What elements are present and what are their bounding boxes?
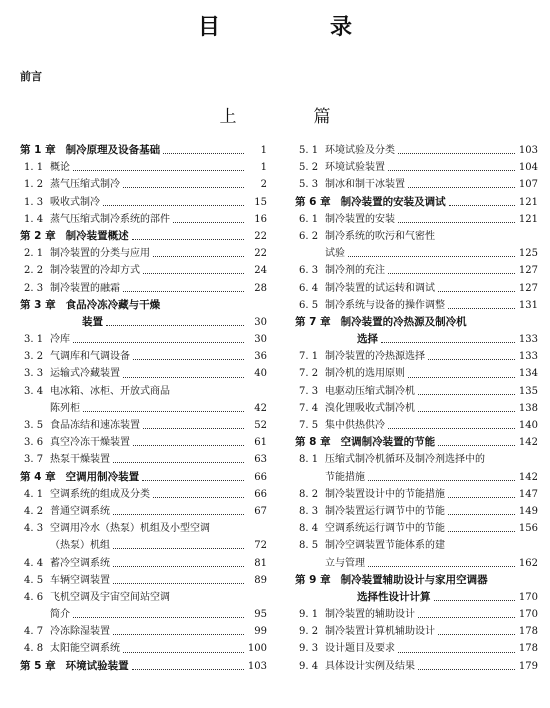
toc-entry-number: 6. 2 (299, 230, 319, 242)
toc-section-entry (295, 555, 538, 572)
toc-entry-number: 7. 2 (299, 368, 319, 380)
toc-page-number: 103 (518, 145, 538, 156)
toc-entry-title: 具体设计实例及结果 (325, 660, 415, 672)
toc-leader-dots (418, 394, 515, 395)
toc-leader-dots (113, 566, 244, 567)
toc-leader-dots (448, 497, 515, 498)
toc-entry-number: 3. 4 (24, 385, 44, 397)
toc-entry-title: 车辆空调装置 (50, 574, 110, 586)
toc-leader-dots (368, 480, 515, 481)
toc-entry-number: 4. 5 (24, 574, 44, 586)
toc-entry-number: 3. 2 (24, 351, 44, 363)
toc-leader-dots (113, 514, 244, 515)
toc-chapter-entry (20, 142, 267, 159)
toc-page-number: 36 (254, 351, 267, 363)
toc-leader-dots (448, 308, 515, 309)
toc-entry-title: 制冰和制干冰装置 (325, 179, 405, 191)
toc-leader-dots (83, 411, 244, 412)
toc-leader-dots (132, 239, 244, 240)
toc-entry-title: 真空冷冻干燥装置 (50, 437, 130, 449)
toc-entry-title: 蓄冷空调系统 (50, 557, 110, 569)
toc-entry-title: 气调库和气调设备 (50, 351, 130, 363)
toc-page-number: 133 (518, 334, 538, 346)
toc-section-entry (20, 383, 267, 400)
toc-section-entry (20, 331, 267, 348)
toc-page-number: 100 (247, 643, 267, 655)
toc-entry-title: 节能措施 (325, 471, 365, 483)
toc-leader-dots (398, 153, 515, 154)
toc-section-entry (295, 245, 538, 262)
toc-section-entry (20, 417, 267, 434)
toc-page-number: 30 (254, 334, 267, 346)
toc-section-entry (295, 383, 538, 400)
toc-leader-dots (449, 205, 515, 206)
toc-page-number: 142 (518, 471, 538, 483)
toc-leader-dots (153, 256, 244, 257)
toc-entry-number: 第 2 章 (20, 229, 56, 242)
toc-section-entry (20, 555, 267, 572)
toc-page-number: 30 (254, 316, 267, 328)
toc-page-number: 142 (518, 437, 538, 449)
toc-entry-title: 空调制冷装置的节能 (340, 436, 436, 449)
toc-entry-title: 选择性设计计算 (357, 590, 431, 603)
toc-entry-title: 吸收式制冷 (50, 196, 100, 208)
toc-section-entry (20, 434, 267, 451)
toc-leader-dots (73, 617, 244, 618)
toc-section-entry (295, 503, 538, 520)
toc-leader-dots (381, 342, 515, 343)
page-title: 目 录 (197, 15, 396, 40)
toc-entry-title: 集中供热供冷 (325, 420, 385, 431)
toc-section-entry (295, 486, 538, 503)
toc-leader-dots (438, 291, 515, 292)
toc-leader-dots (123, 187, 244, 188)
toc-entry-title: 空调系统的组成及分类 (50, 488, 150, 500)
toc-entry-number: 第 1 章 (20, 144, 56, 156)
toc-entry-title: 制冷装置设计中的节能措施 (325, 488, 445, 500)
toc-leader-dots (132, 669, 244, 670)
toc-leader-dots (448, 514, 515, 515)
toc-entry-number: 3. 1 (24, 334, 44, 346)
toc-page-number: 66 (254, 488, 267, 500)
toc-entry-title: 制冷装置的冷却方式 (50, 265, 140, 277)
toc-entry-title: （热泵）机组 (50, 540, 110, 552)
toc-entry-title: 制冷装置的安装及调试 (340, 195, 446, 208)
toc-page-number: 81 (254, 557, 267, 569)
toc-section-entry (20, 211, 267, 228)
toc-leader-dots (113, 583, 244, 584)
toc-entry-number: 1. 2 (24, 179, 44, 191)
toc-section-entry (20, 623, 267, 640)
toc-entry-title: 陈列柜 (50, 402, 80, 414)
toc-leader-dots (398, 222, 515, 223)
toc-page-number: 121 (518, 196, 538, 208)
toc-entry-number: 9. 3 (299, 643, 319, 655)
toc-chapter-entry (295, 194, 538, 211)
toc-page-number: 99 (254, 626, 267, 638)
toc-page-number: 72 (254, 540, 267, 552)
toc-page-number: 127 (518, 265, 538, 277)
toc-entry-number: 4. 2 (24, 505, 44, 517)
toc-page-number: 22 (254, 230, 267, 242)
toc-leader-dots (103, 205, 244, 206)
toc-leader-dots (434, 600, 516, 601)
toc-page-number: 121 (518, 213, 538, 225)
toc-entry-title: 溴化锂吸收式制冷机 (325, 402, 415, 414)
toc-entry-number: 3. 7 (24, 454, 44, 466)
toc-page-number: 140 (518, 420, 538, 431)
toc-page-number: 179 (518, 660, 538, 672)
toc-chapter-entry (20, 297, 267, 314)
toc-entry-number: 8. 5 (299, 540, 319, 552)
toc-page-number: 15 (254, 196, 267, 208)
toc-entry-title: 制冷装置的融霜 (50, 282, 120, 294)
toc-entry-title: 飞机空调及宇宙空间站空调 (50, 591, 170, 603)
toc-section-entry (20, 537, 267, 554)
toc-entry-title: 制冷装置计算机辅助设计 (325, 626, 435, 638)
toc-section-entry (20, 451, 267, 468)
toc-entry-title: 制冷装置辅助设计与家用空调器 (340, 573, 488, 586)
toc-entry-title: 空调用冷水（热泵）机组及小型空调 (50, 523, 210, 535)
toc-entry-number: 8. 4 (299, 523, 319, 535)
toc-entry-title: 制冷机的选用原则 (325, 368, 405, 380)
toc-entry-title: 环境试验及分类 (325, 145, 395, 156)
toc-page-number: 147 (518, 488, 538, 500)
toc-leader-dots (73, 170, 244, 171)
toc-leader-dots (113, 634, 244, 635)
toc-section-entry (20, 159, 267, 176)
toc-section-entry (295, 417, 538, 434)
toc-leader-dots (348, 256, 515, 257)
toc-entry-number: 4. 7 (24, 626, 44, 638)
toc-entry-number: 2. 1 (24, 248, 44, 260)
toc-entry-number: 8. 2 (299, 488, 319, 500)
toc-chapter-entry (295, 434, 538, 451)
toc-section-entry (295, 176, 538, 193)
toc-section-entry (20, 176, 267, 193)
toc-entry-number: 4. 3 (24, 523, 44, 535)
part-heading: 上 篇 (219, 107, 361, 127)
toc-entry-number: 第 5 章 (20, 659, 56, 672)
toc-leader-dots (142, 480, 244, 481)
toc-entry-title: 制冷装置的辅助设计 (325, 609, 415, 621)
toc-page-number: 42 (254, 402, 267, 414)
toc-section-entry (295, 640, 538, 657)
toc-section-entry (20, 194, 267, 211)
toc-entry-number: 5. 1 (299, 145, 319, 156)
toc-leader-dots (133, 445, 244, 446)
toc-leader-dots (438, 445, 515, 446)
toc-section-entry (295, 451, 538, 468)
toc-leader-dots (113, 462, 244, 463)
toc-section-entry (20, 348, 267, 365)
toc-leader-dots (428, 359, 515, 360)
toc-leader-dots (408, 377, 515, 378)
toc-entry-number: 5. 2 (299, 162, 319, 174)
toc-entry-title: 普通空调系统 (50, 505, 110, 517)
toc-page-number: 28 (254, 282, 267, 294)
toc-page-number: 1 (260, 162, 267, 174)
toc-page-number: 104 (518, 162, 538, 174)
toc-entry-title: 空调用制冷装置 (65, 470, 140, 483)
toc-entry-title: 蒸气压缩式制冷 (50, 179, 120, 191)
toc-section-entry (295, 469, 538, 486)
toc-leader-dots (438, 634, 515, 635)
toc-entry-number: 2. 3 (24, 282, 44, 294)
toc-page-number: 16 (254, 213, 267, 225)
toc-entry-title: 制冷装置运行调节中的节能 (325, 505, 445, 517)
toc-section-entry (295, 365, 538, 382)
toc-entry-number: 3. 5 (24, 420, 44, 431)
toc-section-entry (295, 297, 538, 314)
toc-entry-number: 3. 3 (24, 368, 44, 380)
toc-page-number: 135 (518, 385, 538, 397)
toc-section-entry (295, 228, 538, 245)
toc-entry-title: 制冷装置概述 (65, 229, 129, 242)
toc-entry-number: 7. 5 (299, 420, 319, 431)
toc-section-entry (295, 606, 538, 623)
toc-section-entry (20, 572, 267, 589)
toc-entry-number: 6. 1 (299, 213, 319, 225)
toc-leader-dots (123, 652, 244, 653)
preface-heading: 前言 (20, 70, 42, 83)
toc-entry-number: 1. 1 (24, 162, 44, 174)
toc-entry-title: 概论 (50, 162, 70, 174)
toc-entry-title: 装置 (82, 315, 103, 328)
toc-leader-dots (173, 222, 244, 223)
toc-entry-title: 试验 (325, 248, 345, 260)
toc-chapter-entry (20, 314, 267, 331)
toc-page-number: 125 (518, 248, 538, 260)
toc-entry-title: 制冷空调装置节能体系的建 (325, 540, 445, 552)
toc-section-entry (20, 245, 267, 262)
toc-page-number: 61 (254, 437, 267, 449)
toc-page-number: 2 (260, 179, 267, 191)
toc-entry-number: 7. 3 (299, 385, 319, 397)
toc-leader-dots (388, 170, 515, 171)
toc-entry-title: 冷库 (50, 334, 70, 346)
toc-entry-title: 选择 (357, 333, 378, 346)
toc-leader-dots (133, 359, 244, 360)
toc-page-number: 66 (254, 471, 267, 483)
toc-leader-dots (418, 617, 515, 618)
toc-entry-number: 4. 6 (24, 591, 44, 603)
toc-section-entry (295, 159, 538, 176)
toc-section-entry (20, 262, 267, 279)
toc-leader-dots (398, 652, 515, 653)
toc-leader-dots (123, 291, 244, 292)
toc-leader-dots (448, 531, 515, 532)
toc-page-number: 67 (254, 505, 267, 517)
toc-leader-dots (418, 411, 515, 412)
toc-entry-title: 热泵干燥装置 (50, 454, 110, 466)
toc-entry-title: 立与管理 (325, 557, 365, 569)
toc-leader-dots (123, 377, 244, 378)
toc-entry-number: 8. 3 (299, 505, 319, 517)
toc-entry-title: 设计题目及要求 (325, 643, 395, 655)
toc-entry-title: 简介 (50, 609, 70, 621)
toc-entry-number: 5. 3 (299, 179, 319, 191)
toc-entry-number: 7. 4 (299, 402, 319, 414)
toc-chapter-entry (20, 469, 267, 486)
toc-entry-number: 4. 8 (24, 643, 44, 655)
toc-chapter-entry (295, 314, 538, 331)
toc-entry-number: 9. 1 (299, 609, 319, 621)
toc-page-number: 131 (518, 299, 538, 311)
toc-entry-title: 蒸气压缩式制冷系统的部件 (50, 213, 170, 225)
toc-entry-number: 4. 1 (24, 488, 44, 500)
toc-section-entry (20, 520, 267, 537)
toc-entry-title: 太阳能空调系统 (50, 643, 120, 655)
toc-section-entry (20, 589, 267, 606)
toc-section-entry (20, 640, 267, 657)
toc-leader-dots (153, 497, 244, 498)
toc-entry-number: 6. 5 (299, 299, 319, 311)
toc-entry-number: 2. 2 (24, 265, 44, 277)
toc-page-number: 134 (518, 368, 538, 380)
toc-section-entry (295, 537, 538, 554)
toc-entry-title: 制冷装置的试运转和调试 (325, 282, 435, 294)
toc-entry-number: 第 3 章 (20, 298, 56, 311)
toc-section-entry (295, 211, 538, 228)
toc-chapter-entry (20, 228, 267, 245)
toc-section-entry (20, 400, 267, 417)
toc-page-number: 103 (247, 660, 267, 672)
toc-page-number: 22 (254, 248, 267, 260)
toc-entry-number: 7. 1 (299, 351, 319, 363)
toc-leader-dots (408, 187, 515, 188)
toc-entry-title: 电驱动压缩式制冷机 (325, 385, 415, 397)
toc-entry-title: 空调系统运行调节中的节能 (325, 523, 445, 535)
toc-entry-title: 环境试验装置 (325, 162, 385, 174)
toc-leader-dots (418, 669, 515, 670)
toc-page-number: 170 (518, 609, 538, 621)
toc-section-entry (20, 486, 267, 503)
toc-entry-title: 环境试验装置 (65, 659, 129, 672)
toc-entry-title: 食品冻结和速冻装置 (50, 420, 140, 431)
toc-entry-number: 9. 4 (299, 660, 319, 672)
toc-entry-number: 6. 3 (299, 265, 319, 277)
toc-entry-number: 第 4 章 (20, 470, 56, 483)
toc-entry-title: 电冰箱、冰柜、开放式商品 (50, 385, 170, 397)
toc-page-number: 138 (518, 402, 538, 414)
toc-leader-dots (106, 325, 244, 326)
toc-section-entry (295, 348, 538, 365)
toc-page-number: 156 (518, 523, 538, 535)
toc-section-entry (20, 606, 267, 623)
toc-page-number: 107 (518, 179, 538, 191)
toc-page-number: 95 (254, 609, 267, 621)
toc-page-number: 178 (518, 626, 538, 638)
toc-entry-number: 1. 3 (24, 196, 44, 208)
toc-page-number: 52 (254, 420, 267, 431)
toc-entry-number: 8. 1 (299, 454, 319, 466)
toc-chapter-entry (20, 658, 267, 675)
toc-entry-title: 制冷剂的充注 (325, 265, 385, 277)
toc-section-entry (295, 623, 538, 640)
toc-section-entry (295, 400, 538, 417)
toc-chapter-entry (295, 331, 538, 348)
toc-entry-title: 食品冷冻冷藏与干燥 (65, 298, 161, 311)
toc-entry-number: 第 9 章 (295, 573, 331, 586)
toc-leader-dots (143, 428, 244, 429)
toc-entry-number: 4. 4 (24, 557, 44, 569)
toc-leader-dots (73, 342, 244, 343)
toc-entry-title: 运输式冷藏装置 (50, 368, 120, 380)
toc-leader-dots (368, 566, 515, 567)
toc-page-number: 162 (518, 557, 538, 569)
toc-entry-number: 6. 4 (299, 282, 319, 294)
toc-left-column (20, 142, 267, 675)
toc-leader-dots (163, 153, 244, 154)
toc-entry-number: 第 7 章 (295, 315, 331, 328)
toc-page-number: 170 (518, 591, 538, 603)
toc-leader-dots (113, 548, 244, 549)
toc-entry-number: 第 8 章 (295, 436, 331, 449)
toc-entry-number: 3. 6 (24, 437, 44, 449)
toc-entry-title: 制冷系统的吹污和气密性 (325, 230, 435, 242)
toc-leader-dots (143, 273, 244, 274)
toc-entry-number: 1. 4 (24, 213, 44, 225)
toc-section-entry (20, 280, 267, 297)
toc-section-entry (295, 520, 538, 537)
toc-page-number: 89 (254, 574, 267, 586)
toc-entry-title: 制冷系统与设备的操作调整 (325, 299, 445, 311)
toc-entry-title: 制冷装置的分类与应用 (50, 248, 150, 260)
toc-page-number: 40 (254, 368, 267, 380)
toc-section-entry (295, 280, 538, 297)
toc-leader-dots (388, 273, 515, 274)
toc-page-number: 178 (518, 643, 538, 655)
toc-section-entry (295, 142, 538, 159)
toc-entry-title: 制冷装置的冷热源及制冷机 (340, 315, 467, 328)
toc-entry-title: 制冷原理及设备基础 (65, 144, 161, 156)
toc-entry-title: 冷冻除湿装置 (50, 626, 110, 638)
toc-entry-title: 制冷装置的冷热源选择 (325, 351, 425, 363)
toc-page-number: 149 (518, 505, 538, 517)
toc-entry-number: 9. 2 (299, 626, 319, 638)
toc-entry-title: 制冷装置的安装 (325, 213, 395, 225)
toc-entry-title: 压缩式制冷机循环及制冷剂选择中的 (325, 454, 485, 466)
toc-section-entry (295, 262, 538, 279)
toc-page-number: 1 (260, 145, 267, 156)
toc-page-number: 24 (254, 265, 267, 277)
toc-section-entry (295, 658, 538, 675)
toc-chapter-entry (295, 589, 538, 606)
toc-chapter-entry (295, 572, 538, 589)
toc-section-entry (20, 503, 267, 520)
toc-entry-number: 第 6 章 (295, 195, 331, 208)
toc-page-number: 63 (254, 454, 267, 466)
toc-right-column (295, 142, 538, 675)
toc-page-number: 127 (518, 282, 538, 294)
toc-leader-dots (388, 428, 515, 429)
toc-page-number: 133 (518, 351, 538, 363)
toc-section-entry (20, 365, 267, 382)
